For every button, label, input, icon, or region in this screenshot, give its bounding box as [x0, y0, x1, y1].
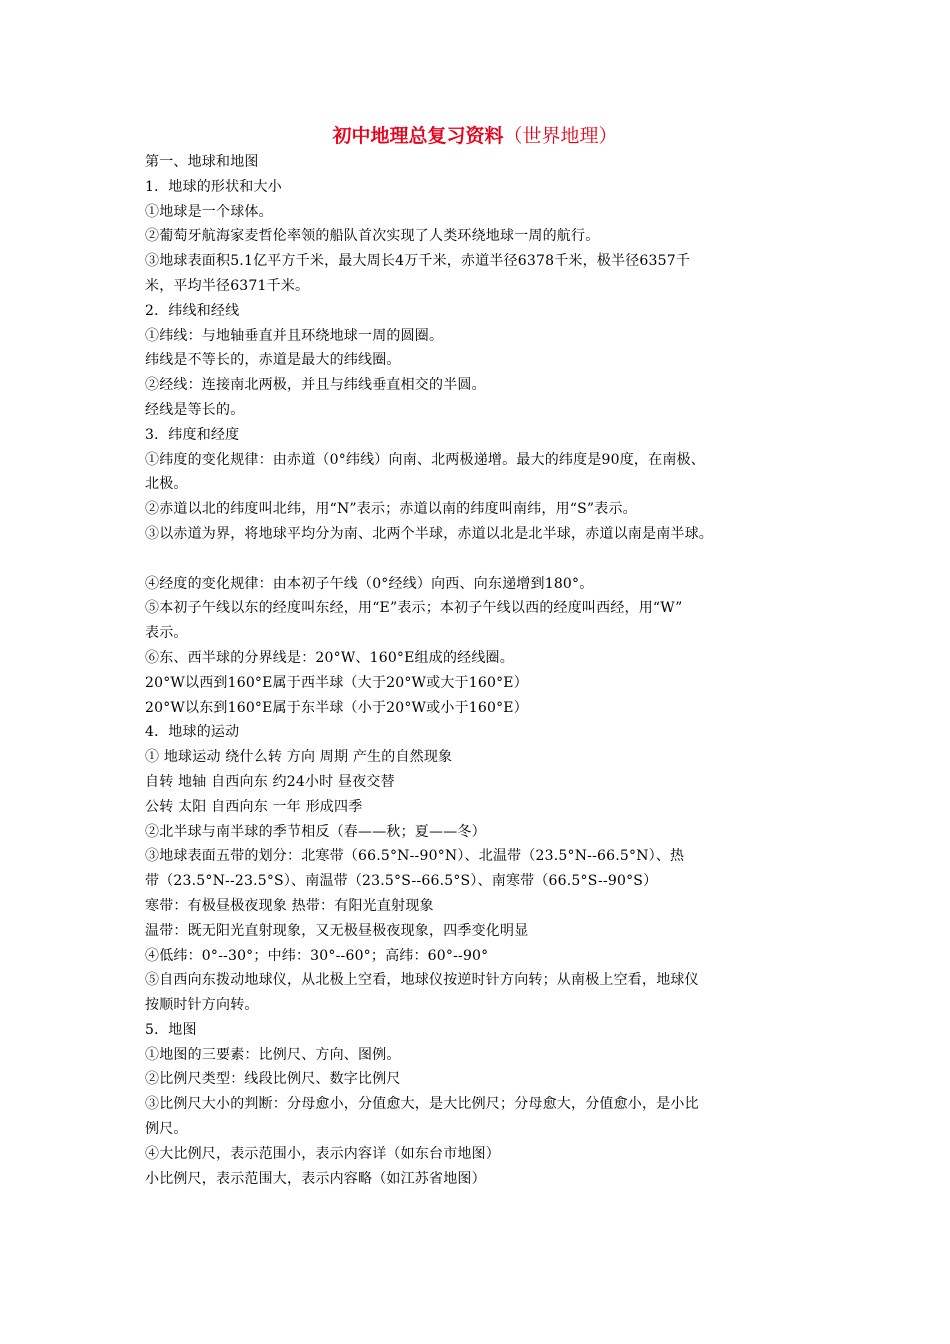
document-body	[145, 150, 815, 1191]
text-line: 寒带：有极昼极夜现象 热带：有阳光直射现象	[145, 897, 434, 914]
text-line: ⑤自西向东拨动地球仪，从北极上空看，地球仪按逆时针方向转；从南极上空看，地球仪	[145, 972, 699, 989]
text-line: ②经线：连接南北两极，并且与纬线垂直相交的半圆。	[145, 377, 486, 394]
text-line: 例尺。	[145, 1121, 188, 1138]
text-line: ①纬度的变化规律：由赤道（0°纬线）向南、北两极递增。最大的纬度是90度，在南极、	[145, 451, 705, 468]
document-title	[0, 122, 950, 150]
text-line: ⑥东、西半球的分界线是：20°W、160°E组成的经线圈。	[145, 649, 514, 666]
text-line: ③地球表面五带的划分：北寒带（66.5°N--90°N）、北温带（23.5°N--66.5°N）、热	[145, 848, 685, 865]
text-line: 自转 地轴 自西向东 约24小时 昼夜交替	[145, 773, 395, 790]
document-title-main: 初中地理总复习资料	[332, 125, 504, 147]
text-line: ①纬线：与地轴垂直并且环绕地球一周的圆圈。	[145, 327, 444, 344]
text-line: 表示。	[145, 625, 188, 642]
text-line: ④经度的变化规律：由本初子午线（0°经线）向西、向东递增到180°。	[145, 575, 594, 592]
text-line: ②赤道以北的纬度叫北纬，用“N”表示；赤道以南的纬度叫南纬，用“S”表示。	[145, 501, 637, 518]
text-line: ②葡萄牙航海家麦哲伦率领的船队首次实现了人类环绕地球一周的航行。	[145, 228, 600, 245]
text-line: 带（23.5°N--23.5°S）、南温带（23.5°S--66.5°S）、南寒带（66.5°S--90°S）	[145, 873, 658, 890]
subsection-heading: 5．地图	[145, 1021, 197, 1038]
text-line: ①地球是一个球体。	[145, 203, 273, 220]
subsection-heading: 4．地球的运动	[145, 724, 240, 741]
text-line: 20°W以东到160°E属于东半球（小于20°W或小于160°E）	[145, 699, 528, 716]
text-line: ③以赤道为界，将地球平均分为南、北两个半球，赤道以北是北半球，赤道以南是南半球。	[145, 525, 713, 542]
text-line: ③地球表面积5.1亿平方千米，最大周长4万千米，赤道半径6378千米，极半径6357千	[145, 253, 691, 270]
text-line: ②北半球与南半球的季节相反（春——秋；夏——冬）	[145, 823, 486, 840]
text-line: ③比例尺大小的判断：分母愈小，分值愈大，是大比例尺；分母愈大，分值愈小，是小比	[145, 1096, 699, 1113]
text-line: ⑤本初子午线以东的经度叫东经，用“E”表示；本初子午线以西的经度叫西经，用“W”	[145, 600, 683, 617]
text-line: 按顺时针方向转。	[145, 997, 259, 1014]
subsection-heading: 2．纬线和经线	[145, 302, 240, 319]
text-line: ②比例尺类型：线段比例尺、数字比例尺	[145, 1071, 401, 1088]
text-line: 米，平均半径6371千米。	[145, 277, 310, 294]
text-line: ④低纬：0°--30°；中纬：30°--60°；高纬：60°--90°	[145, 947, 489, 964]
subsection-heading: 1．地球的形状和大小	[145, 178, 282, 195]
text-line: ①地图的三要素：比例尺、方向、图例。	[145, 1046, 401, 1063]
text-line: ④大比例尺，表示范围小，表示内容详（如东台市地图）	[145, 1145, 500, 1162]
document-title-sub: （世界地理）	[503, 125, 618, 147]
text-line: 公转 太阳 自西向东 一年 形成四季	[145, 798, 363, 815]
text-line: 小比例尺，表示范围大，表示内容略（如江苏省地图）	[145, 1170, 486, 1187]
text-line: 纬线是不等长的，赤道是最大的纬线圈。	[145, 352, 401, 369]
blank-line	[145, 547, 815, 572]
subsection-heading: 3．纬度和经度	[145, 426, 240, 443]
text-line: ① 地球运动 绕什么转 方向 周期 产生的自然现象	[145, 749, 453, 766]
text-line: 经线是等长的。	[145, 401, 245, 418]
text-line: 北极。	[145, 476, 188, 493]
text-line: 温带：既无阳光直射现象，又无极昼极夜现象，四季变化明显	[145, 922, 529, 939]
text-line: 20°W以西到160°E属于西半球（大于20°W或大于160°E）	[145, 674, 528, 691]
section-heading: 第一、地球和地图	[145, 154, 259, 170]
